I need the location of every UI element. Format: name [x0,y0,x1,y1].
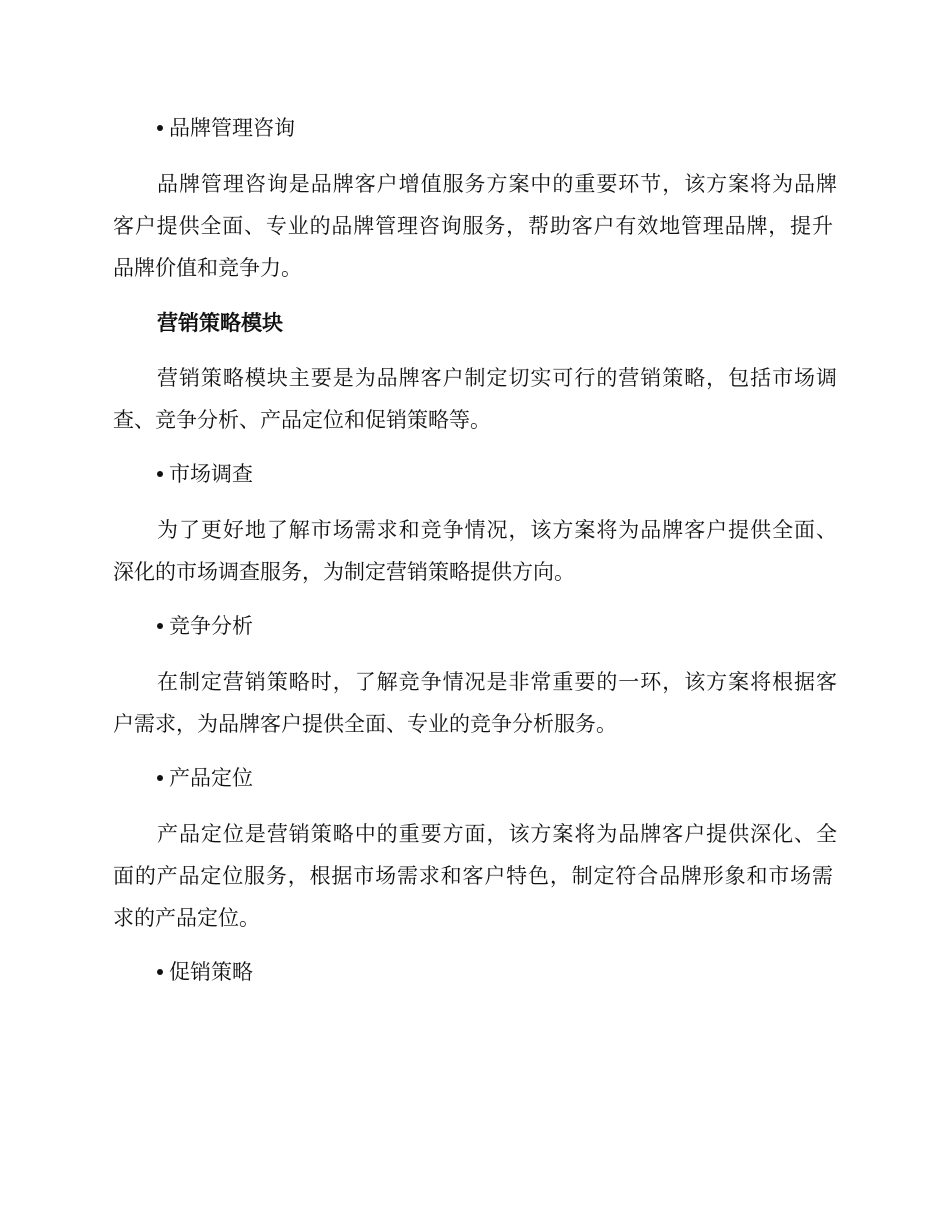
bullet-text: 产品定位 [169,766,253,790]
paragraph-line: 深化的市场调查服务，为制定营销策略提供方向。 [113,560,575,584]
paragraph-line: 产品定位是营销策略中的重要方面，该方案将为品牌客户提供深化、全 [157,822,837,846]
bullet-dot-icon [157,775,163,781]
paragraph-line: 为了更好地了解市场需求和竞争情况，该方案将为品牌客户提供全面、 [157,518,837,542]
bullet-item [157,114,837,142]
bullet-item [157,612,837,640]
bullet-text: 市场调查 [169,462,253,486]
bullet-item [157,958,837,986]
paragraph-line: 面的产品定位服务，根据市场需求和客户特色，制定符合品牌形象和市场需 [113,864,833,888]
paragraph-line: 在制定营销策略时，了解竞争情况是非常重要的一环，该方案将根据客 [157,670,837,694]
bullet-dot-icon [157,471,163,477]
bullet-item [157,764,837,792]
paragraph-line: 查、竞争分析、产品定位和促销策略等。 [113,408,491,432]
bullet-dot-icon [157,623,163,629]
paragraph-line: 品牌管理咨询是品牌客户增值服务方案中的重要环节，该方案将为品牌 [157,172,837,196]
bullet-text: 品牌管理咨询 [169,116,295,140]
bullet-dot-icon [157,969,163,975]
bullet-item [157,460,837,488]
paragraph-line: 客户提供全面、专业的品牌管理咨询服务，帮助客户有效地管理品牌，提升 [113,214,833,238]
section-heading: 营销策略模块 [157,311,283,335]
bullet-dot-icon [157,125,163,131]
bullet-text: 促销策略 [169,960,253,984]
bullet-text: 竞争分析 [169,614,253,638]
paragraph-line: 营销策略模块主要是为品牌客户制定切实可行的营销策略，包括市场调 [157,366,837,390]
paragraph-line: 户需求，为品牌客户提供全面、专业的竞争分析服务。 [113,712,617,736]
paragraph-line: 求的产品定位。 [113,906,260,930]
paragraph-line: 品牌价值和竞争力。 [113,256,302,280]
